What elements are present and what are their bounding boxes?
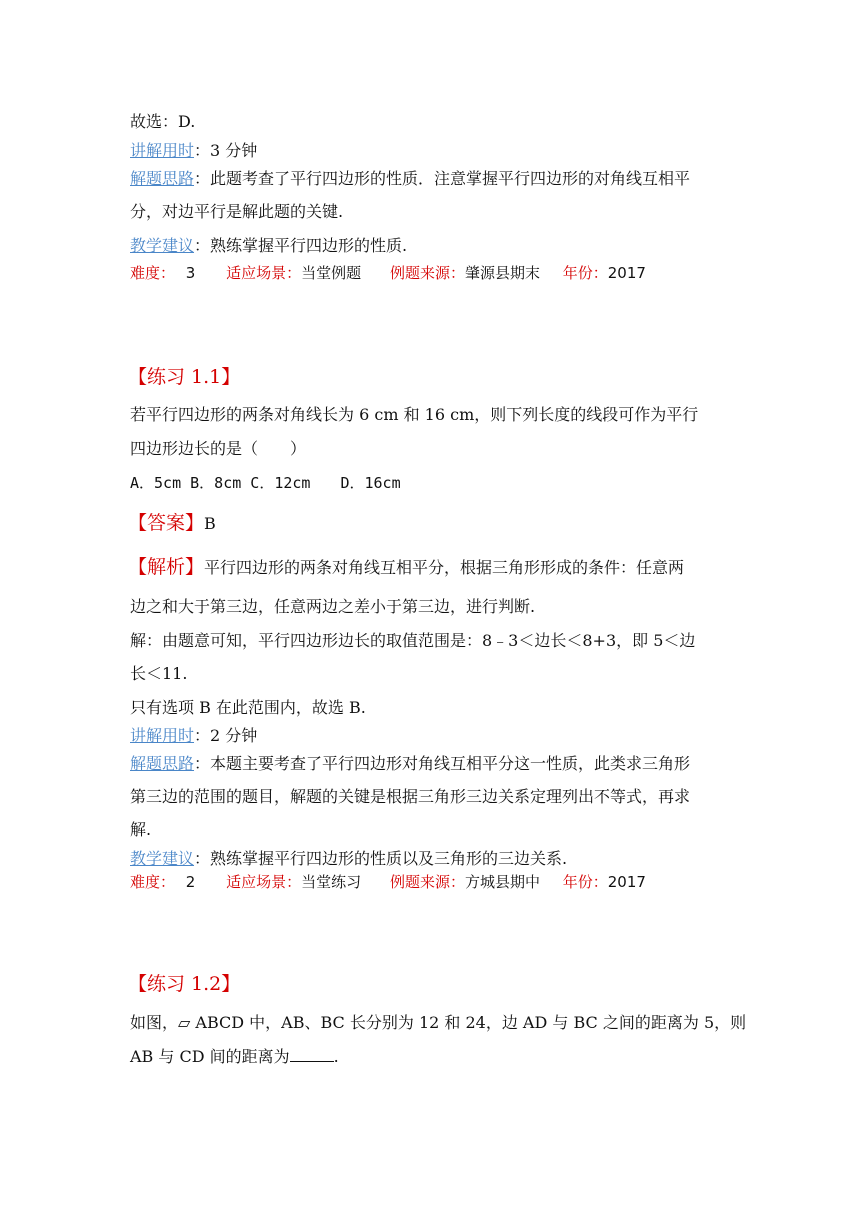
idea-text-2: ：本题主要考查了平行四边形对角线互相平分这一性质，此类求三角形 (194, 754, 691, 773)
year-value: 2017 (607, 264, 646, 282)
answer-bracket-close: 】 (185, 512, 205, 534)
scene-label: 适应场景： (226, 264, 302, 282)
exercise-heading (128, 364, 240, 390)
idea-text: ：此题考查了平行四边形的性质．注意掌握平行四边形的对角线互相平 (194, 169, 691, 188)
advice-row-2 (130, 848, 567, 870)
time-row-2 (130, 725, 257, 747)
advice-row (130, 235, 407, 257)
answer-value: B (204, 514, 216, 533)
question-line-1: 若平行四边形的两条对角线长为 6 cm 和 16 cm，则下列长度的线段可作为平行 (130, 405, 699, 424)
heading-bracket-open-2: 【 (128, 973, 148, 995)
scene-label: 适应场景： (226, 873, 302, 891)
answer-row (128, 510, 216, 537)
source-label: 例题来源： (389, 873, 465, 891)
heading-text: 练习 1.1 (147, 366, 222, 388)
heading-text-2: 练习 1.2 (147, 973, 222, 995)
difficulty-value: 2 (185, 873, 196, 891)
heading-bracket-open: 【 (128, 366, 148, 388)
solution-row-2: 长＜11. (130, 664, 188, 683)
heading-bracket-close: 】 (221, 366, 241, 388)
time-label-link-2[interactable]: 讲解用时 (130, 726, 195, 745)
idea-row-2: 分，对边平行是解此题的关键. (130, 202, 344, 221)
answer-blank[interactable] (290, 1047, 334, 1062)
scene-value: 当堂例题 (301, 264, 362, 282)
idea-row-2-2: 第三边的范围的题目，解题的关键是根据三角形三边关系定理列出不等式，再求 (130, 787, 691, 806)
time-row (130, 140, 257, 162)
source-label: 例题来源： (389, 264, 465, 282)
difficulty-value: 3 (185, 264, 196, 282)
options-line: A．5cm B．8cm C．12cm D．16cm (130, 474, 401, 492)
idea-label-link-2[interactable]: 解题思路 (130, 754, 195, 773)
analysis-bracket-open: 【 (128, 556, 148, 578)
source-value: 方城县期中 (464, 873, 540, 891)
exercise-heading-2 (128, 971, 240, 997)
idea-row-1 (130, 168, 690, 190)
idea-row-2-1 (130, 753, 690, 775)
heading-bracket-close-2: 】 (221, 973, 241, 995)
difficulty-label: 难度： (130, 264, 176, 282)
answer-label: 答案 (147, 512, 186, 534)
question2-text: AB 与 CD 间的距离为 (130, 1047, 290, 1066)
solution-row-1: 解：由题意可知，平行四边形边长的取值范围是：8﹣3＜边长＜8+3，即 5＜边 (130, 631, 696, 650)
analysis-label: 解析 (147, 556, 186, 578)
year-label: 年份： (562, 873, 608, 891)
year-label: 年份： (562, 264, 608, 282)
meta-row-2 (130, 871, 646, 893)
question-line-2: 四边形边长的是（ ） (130, 439, 307, 458)
time-value: ：3 分钟 (194, 141, 258, 160)
question2-line-1: 如图，▱ ABCD 中，AB、BC 长分别为 12 和 24，边 AD 与 BC 之间的距离为 5，则 (130, 1013, 747, 1032)
advice-label-link-2[interactable]: 教学建议 (130, 849, 195, 868)
advice-text: ：熟练掌握平行四边形的性质. (194, 236, 408, 255)
analysis-row-2: 边之和大于第三边，任意两边之差小于第三边，进行判断. (130, 597, 536, 616)
scene-value: 当堂练习 (301, 873, 362, 891)
meta-row (130, 262, 646, 284)
time-value-2: ：2 分钟 (194, 726, 258, 745)
solution-row-3: 只有选项 B 在此范围内，故选 B. (130, 698, 366, 717)
idea-row-2-3: 解. (130, 820, 152, 839)
answer-line: 故选：D. (130, 112, 196, 131)
question2-end: . (333, 1047, 339, 1066)
source-value: 肇源县期末 (464, 264, 540, 282)
analysis-row-1 (128, 554, 684, 581)
analysis-bracket-close: 】 (185, 556, 205, 578)
advice-label-link[interactable]: 教学建议 (130, 236, 195, 255)
year-value: 2017 (607, 873, 646, 891)
advice-text-2: ：熟练掌握平行四边形的性质以及三角形的三边关系. (194, 849, 568, 868)
analysis-text: 平行四边形的两条对角线互相平分，根据三角形形成的条件：任意两 (204, 558, 685, 577)
question2-line-2 (130, 1046, 339, 1068)
time-label-link[interactable]: 讲解用时 (130, 141, 195, 160)
idea-label-link[interactable]: 解题思路 (130, 169, 195, 188)
answer-bracket-open: 【 (128, 512, 148, 534)
difficulty-label: 难度： (130, 873, 176, 891)
